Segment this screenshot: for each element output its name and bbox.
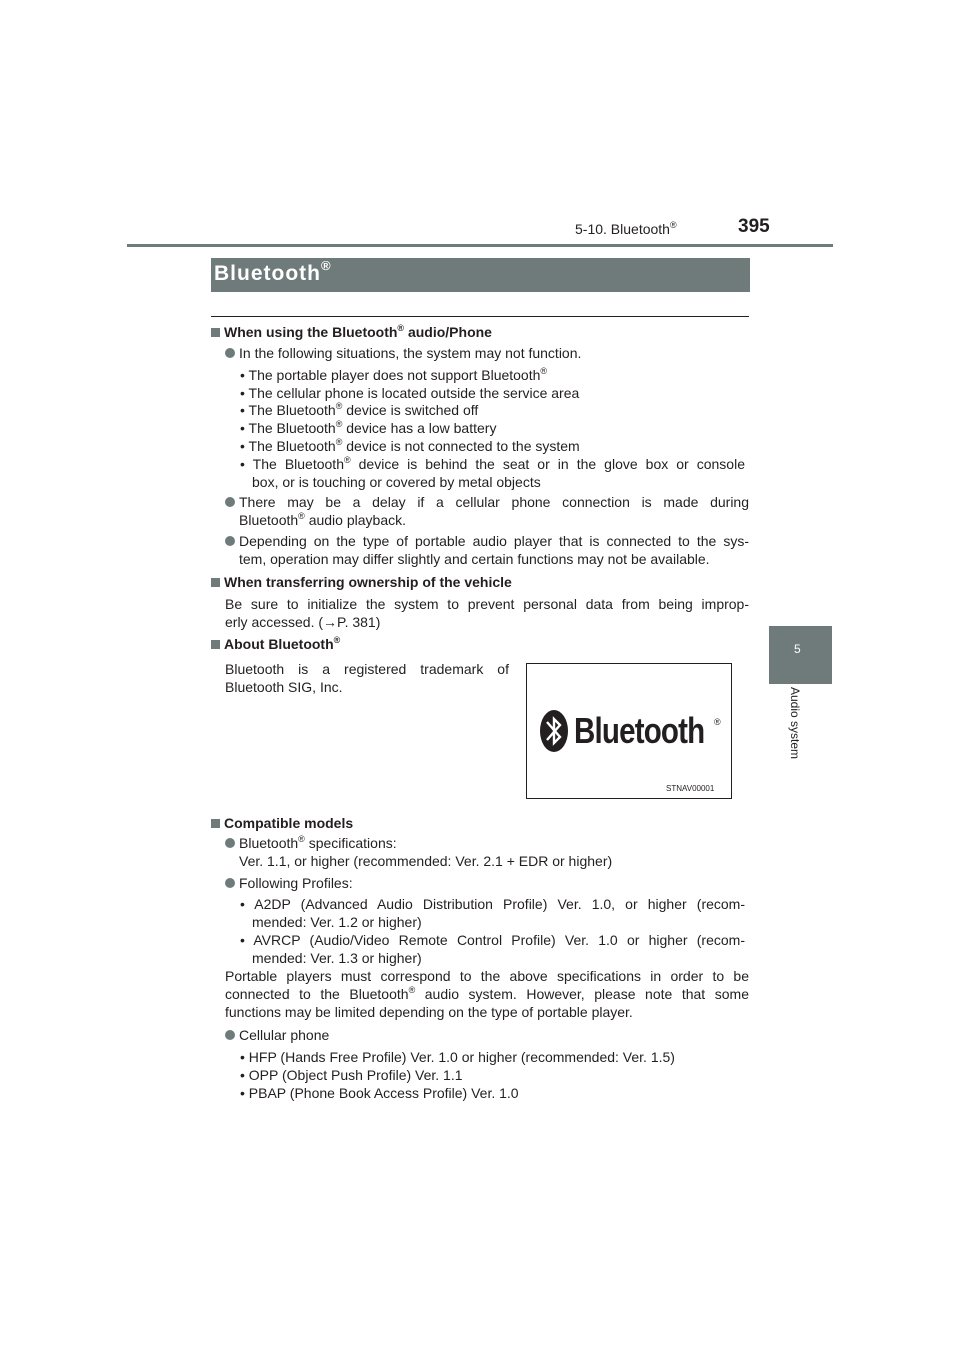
registered-mark: ®: [714, 717, 721, 727]
list-item-continued: mended: Ver. 1.2 or higher): [252, 914, 422, 930]
list-item: • AVRCP (Audio/Video Remote Control Profile) Ver. 1.0 or higher (recom-: [240, 932, 745, 948]
chapter-label: Audio system: [788, 687, 802, 760]
page-number: 395: [738, 216, 770, 237]
heading-compatible-models: Compatible models: [211, 815, 353, 832]
paragraph: Portable players must correspond to the above specifications in order to be: [225, 968, 749, 984]
chapter-tab: 5: [769, 626, 832, 684]
bullet-cellular-phone: Cellular phone: [225, 1027, 329, 1044]
bluetooth-rune-icon: [539, 709, 569, 753]
page-title-bar: [211, 258, 750, 292]
page-title: Bluetooth®: [214, 258, 332, 285]
paragraph: Be sure to initialize the system to prevent personal data from being improp-: [225, 596, 749, 612]
paragraph-reference[interactable]: erly accessed. (→P. 381): [225, 614, 381, 630]
list-item: • PBAP (Phone Book Access Profile) Ver. 1.0: [240, 1085, 519, 1101]
paragraph: Bluetooth SIG, Inc.: [225, 679, 343, 695]
paragraph: connected to the Bluetooth® audio system. However, please note that some: [225, 985, 749, 1002]
bullet-delay: There may be a delay if a cellular phone connection is made during: [225, 494, 749, 511]
list-item: • A2DP (Advanced Audio Distribution Profile) Ver. 1.0, or higher (recom-: [240, 896, 745, 912]
figure-code: STNAV00001: [666, 784, 715, 793]
bullet-specifications-continued: Ver. 1.1, or higher (recommended: Ver. 2.1 + EDR or higher): [239, 853, 613, 869]
bullet-delay-continued: Bluetooth® audio playback.: [239, 511, 406, 528]
list-item: • The Bluetooth® device has a low battery: [240, 419, 497, 436]
list-item: • The cellular phone is located outside the service area: [240, 385, 580, 401]
paragraph: Bluetooth is a registered trademark of: [225, 661, 509, 677]
list-item: • The Bluetooth® device is behind the seat or in the glove box or console: [240, 455, 745, 472]
bluetooth-wordmark: Bluetooth: [574, 710, 705, 751]
heading-transferring-ownership: When transferring ownership of the vehicle: [211, 574, 512, 591]
bullet-specifications: Bluetooth® specifications:: [225, 835, 397, 852]
list-item: • The portable player does not support Bluetooth®: [240, 366, 548, 383]
bullet-situations: In the following situations, the system may not function.: [225, 345, 581, 362]
bullet-depending-continued: tem, operation may differ slightly and certain functions may not be available.: [239, 551, 710, 567]
heading-about-bluetooth: About Bluetooth®: [211, 636, 340, 653]
bluetooth-logo-figure: [526, 663, 732, 799]
list-item-continued: mended: Ver. 1.3 or higher): [252, 950, 422, 966]
list-item-continued: box, or is touching or covered by metal objects: [252, 474, 541, 490]
header-divider: [127, 244, 833, 247]
bullet-depending: Depending on the type of portable audio player that is connected to the sys-: [225, 533, 749, 550]
list-item: • HFP (Hands Free Profile) Ver. 1.0 or higher (recommended: Ver. 1.5): [240, 1049, 675, 1065]
paragraph: functions may be limited depending on the type of portable player.: [225, 1004, 633, 1020]
header-section-title: 5-10. Bluetooth®: [575, 220, 677, 237]
heading-bluetooth-audio-phone: When using the Bluetooth® audio/Phone: [211, 324, 492, 341]
list-item: • The Bluetooth® device is switched off: [240, 401, 479, 418]
list-item: • The Bluetooth® device is not connected to the system: [240, 437, 580, 454]
section-rule: [211, 316, 749, 317]
bullet-profiles: Following Profiles:: [225, 875, 353, 892]
list-item: • OPP (Object Push Profile) Ver. 1.1: [240, 1067, 463, 1083]
